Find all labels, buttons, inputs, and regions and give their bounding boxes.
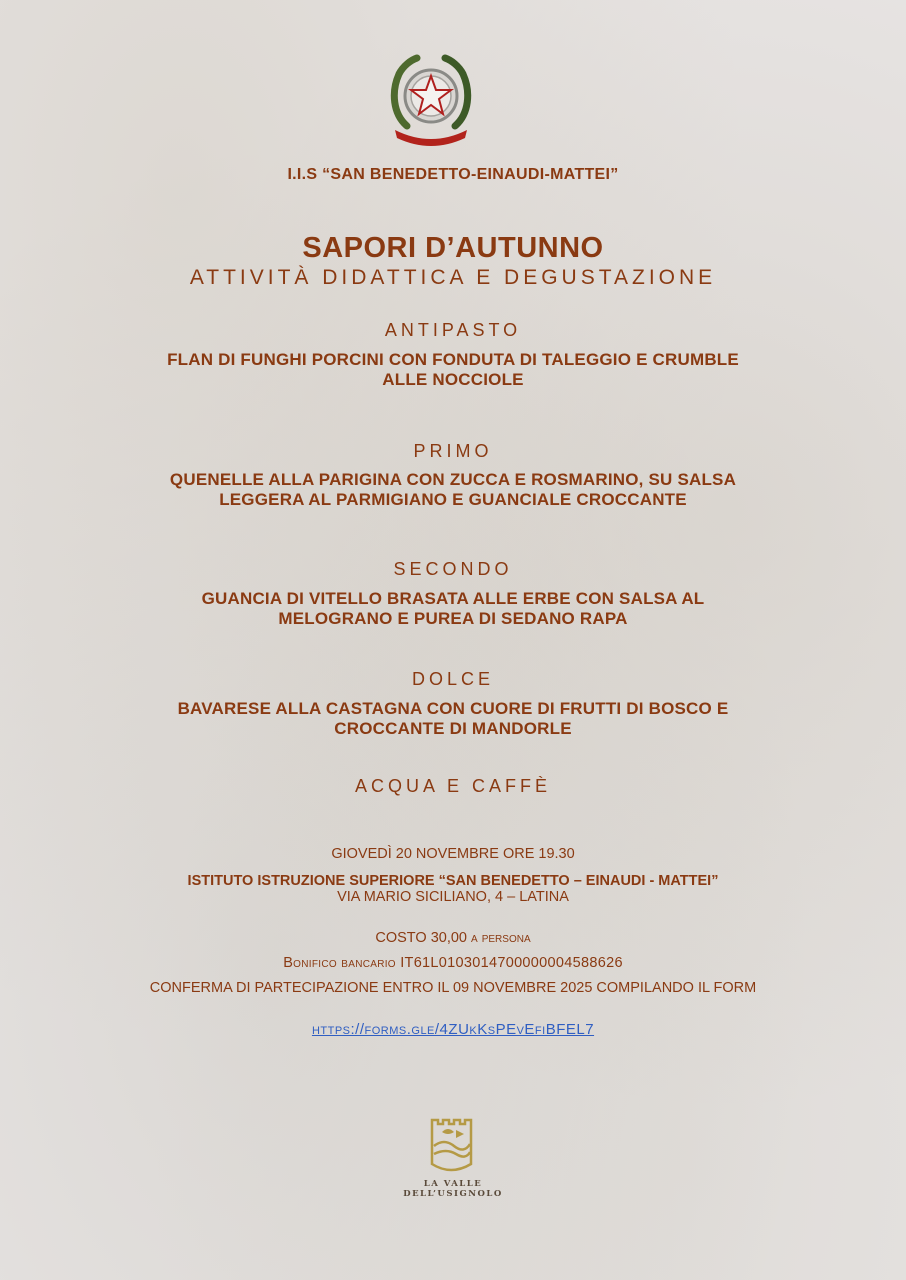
course-label-dolce: DOLCE <box>411 669 494 689</box>
event-address: VIA MARIO SICILIANO, 4 – LATINA <box>337 889 569 905</box>
dish-primo <box>0 470 906 510</box>
valle-usignolo-tower-icon <box>420 1112 482 1176</box>
form-link[interactable] <box>0 1021 906 1038</box>
dish-dolce-line1: BAVARESE ALLA CASTAGNA CON CUORE DI FRUTTI DI BOSCO E <box>177 699 729 718</box>
italian-republic-emblem-icon <box>385 48 477 148</box>
menu-extra: ACQUA E CAFFÈ <box>354 776 552 796</box>
logo-text-line2: DELL’USIGNOLO <box>403 1189 503 1199</box>
event-subtitle: ATTIVITÀ DIDATTICA E DEGUSTAZIONE <box>189 266 717 289</box>
course-label-antipasto: ANTIPASTO <box>384 320 522 340</box>
course-label-primo: PRIMO <box>413 441 493 461</box>
dish-antipasto <box>0 350 906 390</box>
dish-antipasto-line2: ALLE NOCCIOLE <box>382 370 524 389</box>
dish-antipasto-line1: FLAN DI FUNGHI PORCINI CON FONDUTA DI TALEGGIO E CRUMBLE <box>167 350 739 369</box>
dish-primo-line1: QUENELLE ALLA PARIGINA CON ZUCCA E ROSMARINO, SU SALSA <box>169 470 737 489</box>
event-cost-amount: COSTO 30,00 <box>375 930 467 946</box>
confirmation-note: CONFERMA DI PARTECIPAZIONE ENTRO IL 09 NOVEMBRE 2025 COMPILANDO IL FORM <box>149 980 757 996</box>
bank-transfer: Bonifico bancario IT61L0103014700000004588626 <box>283 955 623 971</box>
course-label-secondo: SECONDO <box>393 559 513 579</box>
school-name: I.I.S “SAN BENEDETTO-EINAUDI-MATTEI” <box>287 166 619 183</box>
event-cost <box>0 930 906 946</box>
dish-dolce <box>0 699 906 739</box>
event-date: GIOVEDÌ 20 NOVEMBRE ORE 19.30 <box>331 846 575 862</box>
dish-primo-line2: LEGGERA AL PARMIGIANO E GUANCIALE CROCCANTE <box>219 490 687 509</box>
dish-secondo-line2: MELOGRANO E PUREA DI SEDANO RAPA <box>278 609 628 628</box>
event-title: SAPORI D’AUTUNNO <box>302 232 604 264</box>
event-cost-suffix: a persona <box>471 930 531 946</box>
dish-dolce-line2: CROCCANTE DI MANDORLE <box>334 719 572 738</box>
dish-secondo-line1: GUANCIA DI VITELLO BRASATA ALLE ERBE CON SALSA AL <box>201 589 705 608</box>
dish-secondo <box>0 589 906 629</box>
event-venue: ISTITUTO ISTRUZIONE SUPERIORE “SAN BENEDETTO – EINAUDI - MATTEI” <box>187 873 719 889</box>
logo-text-line1: LA VALLE <box>423 1179 483 1189</box>
form-link-text[interactable]: https://forms.gle/4ZUkKsPEvEfiBFEL7 <box>311 1021 595 1038</box>
